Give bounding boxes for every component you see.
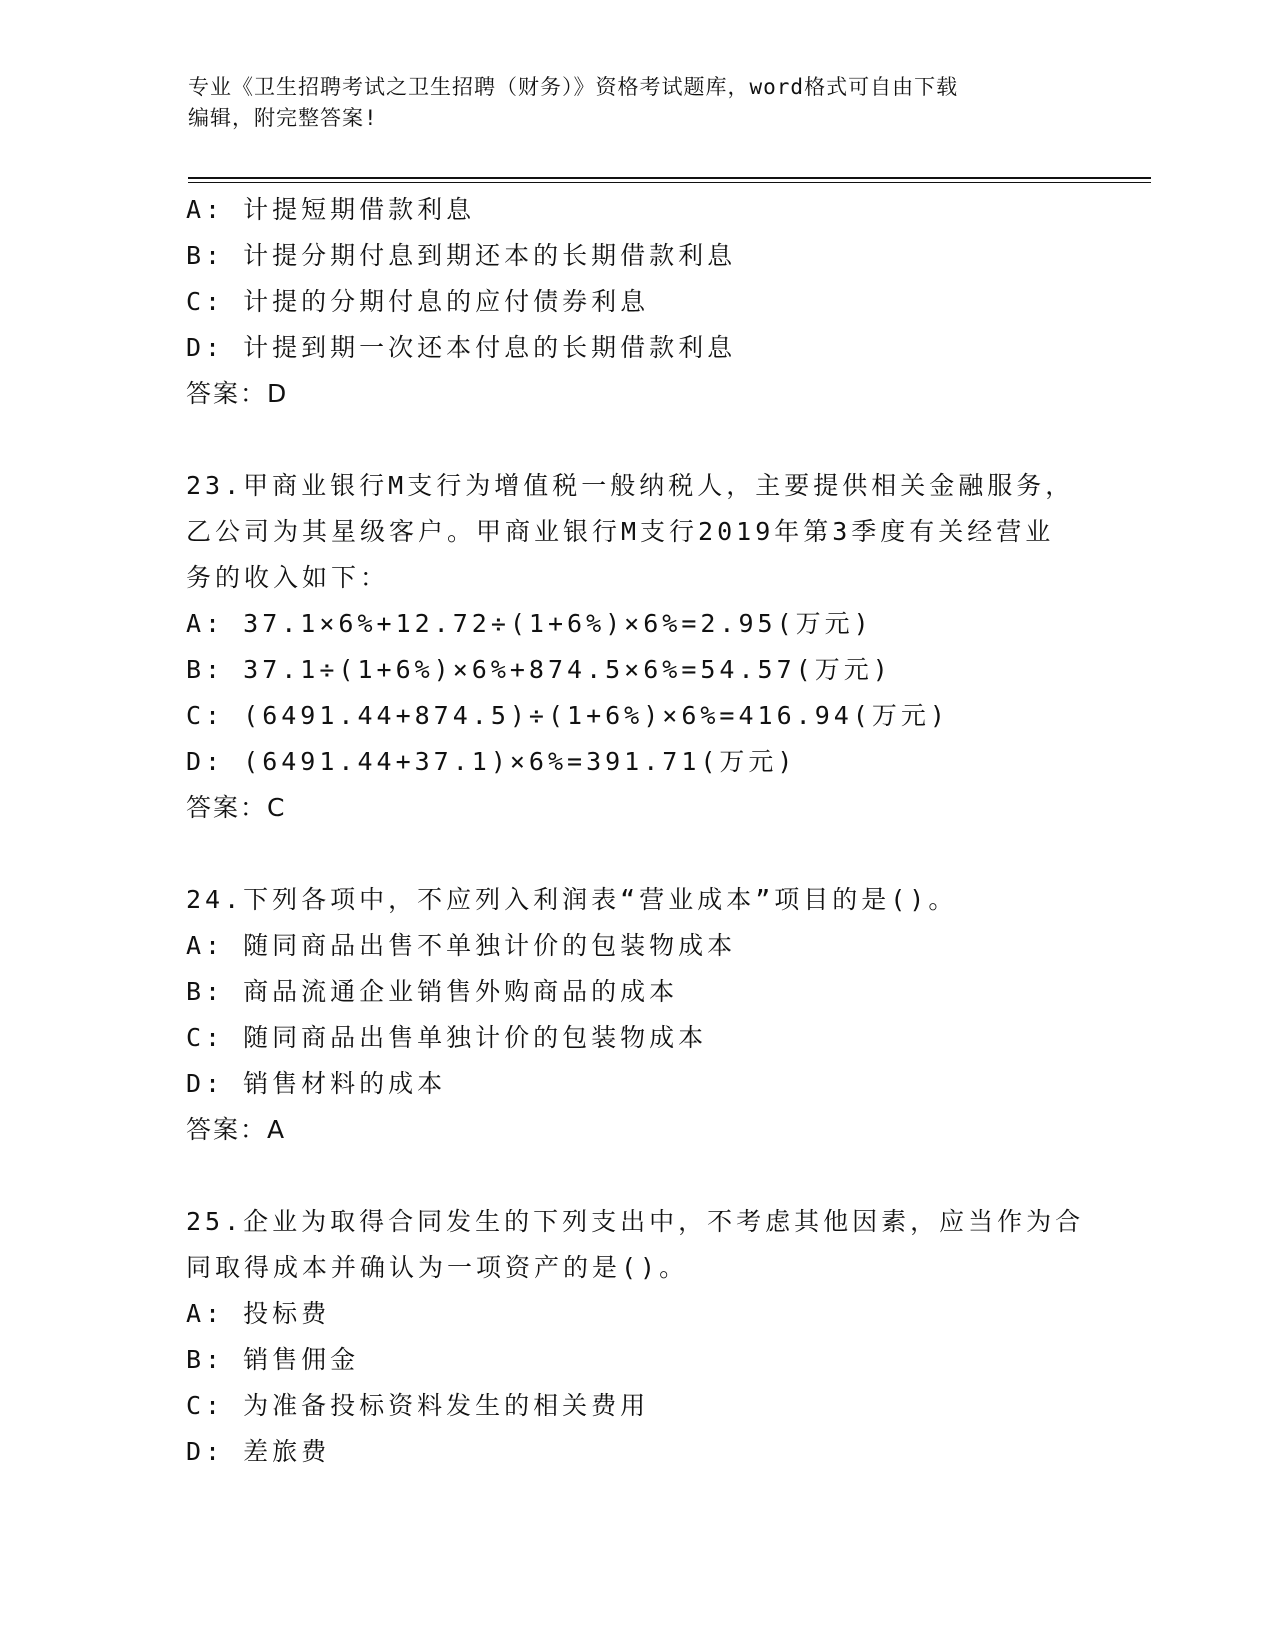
answer: 答案：C bbox=[186, 793, 287, 822]
question-stem-line: 乙公司为其星级客户。甲商业银行M支行2019年第3季度有关经营业 bbox=[186, 517, 1055, 546]
question-23 bbox=[186, 463, 1086, 831]
option-d: D: 计提到期一次还本付息的长期借款利息 bbox=[186, 333, 737, 362]
header-line-2: 编辑，附完整答案! bbox=[188, 106, 378, 130]
option-d: D: 销售材料的成本 bbox=[186, 1069, 447, 1098]
question-stem-line: 务的收入如下： bbox=[186, 563, 390, 592]
header-divider-thick bbox=[188, 177, 1151, 179]
question-24 bbox=[186, 877, 1086, 1153]
question-stem-line: 25.企业为取得合同发生的下列支出中，不考虑其他因素，应当作为合 bbox=[186, 1207, 1085, 1236]
question-25 bbox=[186, 1199, 1086, 1475]
question-stem-line: 24.下列各项中，不应列入利润表“营业成本”项目的是()。 bbox=[186, 885, 958, 914]
option-c: C: 为准备投标资料发生的相关费用 bbox=[186, 1391, 650, 1420]
option-c: C: (6491.44+874.5)÷(1+6%)×6%=416.94(万元) bbox=[186, 701, 949, 730]
option-a: A: 投标费 bbox=[186, 1299, 331, 1328]
option-a: A: 37.1×6%+12.72÷(1+6%)×6%=2.95(万元) bbox=[186, 609, 873, 638]
option-c: C: 随同商品出售单独计价的包装物成本 bbox=[186, 1023, 708, 1052]
option-c: C: 计提的分期付息的应付债券利息 bbox=[186, 287, 650, 316]
question-22 bbox=[186, 187, 1086, 417]
option-a: A: 计提短期借款利息 bbox=[186, 195, 476, 224]
option-b: B: 计提分期付息到期还本的长期借款利息 bbox=[186, 241, 737, 270]
option-d: D: 差旅费 bbox=[186, 1437, 331, 1466]
question-stem-line: 23.甲商业银行M支行为增值税一般纳税人，主要提供相关金融服务， bbox=[186, 471, 1075, 500]
option-d: D: (6491.44+37.1)×6%=391.71(万元) bbox=[186, 747, 797, 776]
question-list bbox=[186, 187, 1086, 1475]
option-b: B: 商品流通企业销售外购商品的成本 bbox=[186, 977, 679, 1006]
option-b: B: 销售佣金 bbox=[186, 1345, 360, 1374]
answer: 答案：A bbox=[186, 1115, 287, 1144]
header-line-1: 专业《卫生招聘考试之卫生招聘（财务）》资格考试题库，word格式可自由下载 bbox=[188, 75, 959, 99]
header-divider-thin bbox=[188, 182, 1151, 183]
document-header bbox=[188, 72, 1088, 134]
option-a: A: 随同商品出售不单独计价的包装物成本 bbox=[186, 931, 737, 960]
question-stem-line: 同取得成本并确认为一项资产的是()。 bbox=[186, 1253, 689, 1282]
answer: 答案：D bbox=[186, 379, 289, 408]
option-b: B: 37.1÷(1+6%)×6%+874.5×6%=54.57(万元) bbox=[186, 655, 892, 684]
